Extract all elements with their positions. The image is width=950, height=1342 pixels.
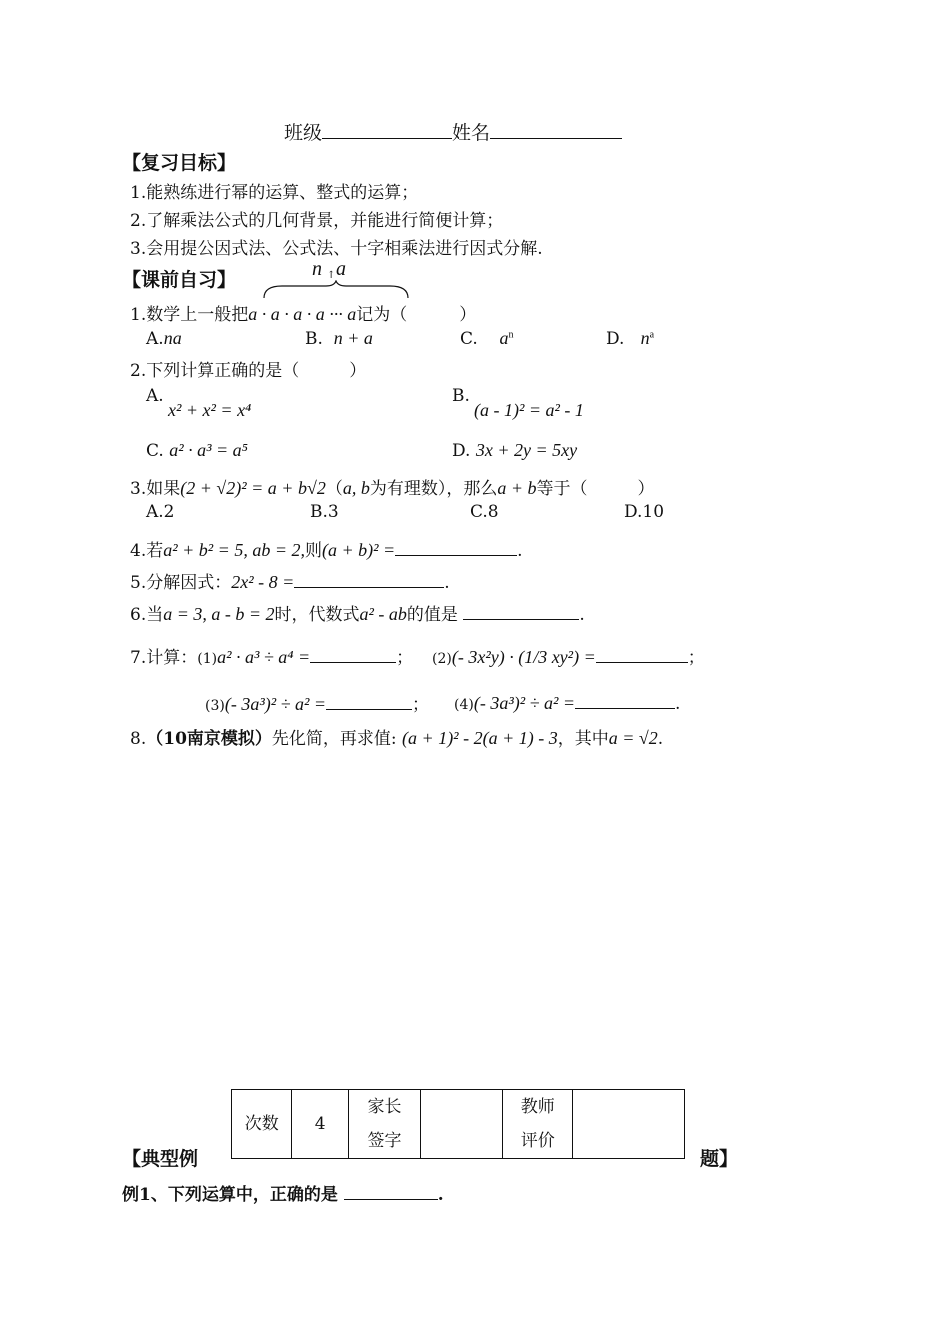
goal-3: 3.会用提公因式法、公式法、十字相乘法进行因式分解. bbox=[130, 239, 543, 259]
q5-answer-blank[interactable] bbox=[294, 569, 444, 588]
q2-option-a-label[interactable]: A. bbox=[146, 386, 164, 406]
section-typical-left: 【典型例 bbox=[122, 1148, 199, 1170]
class-label: 班级 bbox=[284, 122, 323, 144]
q7-4-answer-blank[interactable] bbox=[575, 690, 675, 709]
name-label: 姓名 bbox=[452, 122, 491, 144]
q2-option-b[interactable]: (a - 1)² = a² - 1 bbox=[474, 400, 584, 420]
signature-table bbox=[231, 1089, 685, 1159]
q3-option-d[interactable]: D.10 bbox=[624, 502, 665, 522]
section-review-goals: 【复习目标】 bbox=[122, 152, 237, 174]
q7-1-answer-blank[interactable] bbox=[310, 644, 396, 663]
goal-1: 1.能熟练进行幂的运算、整式的运算； bbox=[130, 183, 419, 203]
q3-option-c[interactable]: C.8 bbox=[470, 502, 499, 522]
q7-2-answer-blank[interactable] bbox=[596, 644, 688, 663]
q7-line1: 7.计算：(1)a² · a³ ÷ a⁴ = ； bbox=[130, 643, 413, 668]
q5-stem: 5.分解因式：2x² - 8 = . bbox=[130, 568, 450, 593]
q1-option-a[interactable]: A.na bbox=[146, 328, 182, 349]
example-1-answer-blank[interactable] bbox=[344, 1181, 438, 1200]
section-pre-class: 【课前自习】 bbox=[122, 269, 237, 291]
example-1: 例1、下列运算中，正确的是 . bbox=[122, 1180, 444, 1205]
q1-option-d[interactable]: D. $n^a$ bbox=[606, 328, 655, 349]
count-value: 4 bbox=[292, 1090, 348, 1159]
q8-stem: 8.（10南京模拟）先化简，再求值: (a + 1)² - 2(a + 1) - 3，其中a = √2. bbox=[130, 728, 664, 749]
q1-over-a: a bbox=[336, 258, 346, 280]
q2-option-a[interactable]: x² + x² = x⁴ bbox=[168, 400, 252, 420]
q1-option-c[interactable]: C. $a^n$ bbox=[460, 328, 514, 349]
q1-option-b[interactable]: B. n + a bbox=[305, 328, 373, 349]
q2-option-c[interactable]: C. a² · a³ = a⁵ bbox=[146, 440, 248, 461]
count-label: 次数 bbox=[232, 1090, 292, 1159]
q1-product: a · a · a · a ··· a bbox=[248, 304, 357, 324]
brace-icon bbox=[262, 280, 410, 300]
q2-option-b-label[interactable]: B. bbox=[452, 386, 470, 406]
q8-source: （10南京模拟） bbox=[146, 729, 272, 749]
header-line bbox=[284, 118, 622, 145]
q3-stem: 3.如果(2 + √2)² = a + b√2（a, b为有理数），那么a + b等于（ ） bbox=[130, 478, 655, 499]
teacher-eval-cell[interactable] bbox=[573, 1090, 685, 1159]
q4-stem: 4.若a² + b² = 5, ab = 2,则(a + b)² = . bbox=[130, 536, 523, 561]
q1-over-n: n bbox=[312, 258, 322, 280]
q4-answer-blank[interactable] bbox=[395, 537, 517, 556]
q2-stem: 2.下列计算正确的是（ ） bbox=[130, 361, 367, 381]
class-blank[interactable] bbox=[322, 120, 452, 139]
name-blank[interactable] bbox=[490, 120, 622, 139]
q6-answer-blank[interactable] bbox=[463, 601, 579, 620]
q7-3-answer-blank[interactable] bbox=[326, 691, 412, 710]
q3-option-b[interactable]: B.3 bbox=[310, 502, 339, 522]
arrow-up-icon: ↑ bbox=[327, 270, 336, 281]
q7-part4: (4)(- 3a³)² ÷ a² = . bbox=[454, 690, 680, 714]
parent-sign-cell[interactable] bbox=[421, 1090, 503, 1159]
q7-part3: (3)(- 3a³)² ÷ a² = ； bbox=[205, 690, 429, 715]
q1-stem: 1.数学上一般把a · a · a · a ··· a记为（ ） bbox=[130, 304, 477, 325]
teacher-eval-label: 教师 评价 bbox=[503, 1090, 573, 1159]
q6-stem: 6.当a = 3, a - b = 2时，代数式a² - ab的值是 . bbox=[130, 600, 585, 625]
section-typical-right: 题】 bbox=[700, 1148, 739, 1170]
goal-2: 2.了解乘法公式的几何背景，并能进行简便计算； bbox=[130, 211, 504, 231]
q3-option-a[interactable]: A.2 bbox=[146, 502, 175, 522]
q7-part2: (2)(- 3x²y) · (1/3 xy²) = ； bbox=[432, 643, 705, 668]
q2-option-d[interactable]: D. 3x + 2y = 5xy bbox=[452, 440, 578, 461]
parent-sign-label: 家长 签字 bbox=[348, 1090, 420, 1159]
